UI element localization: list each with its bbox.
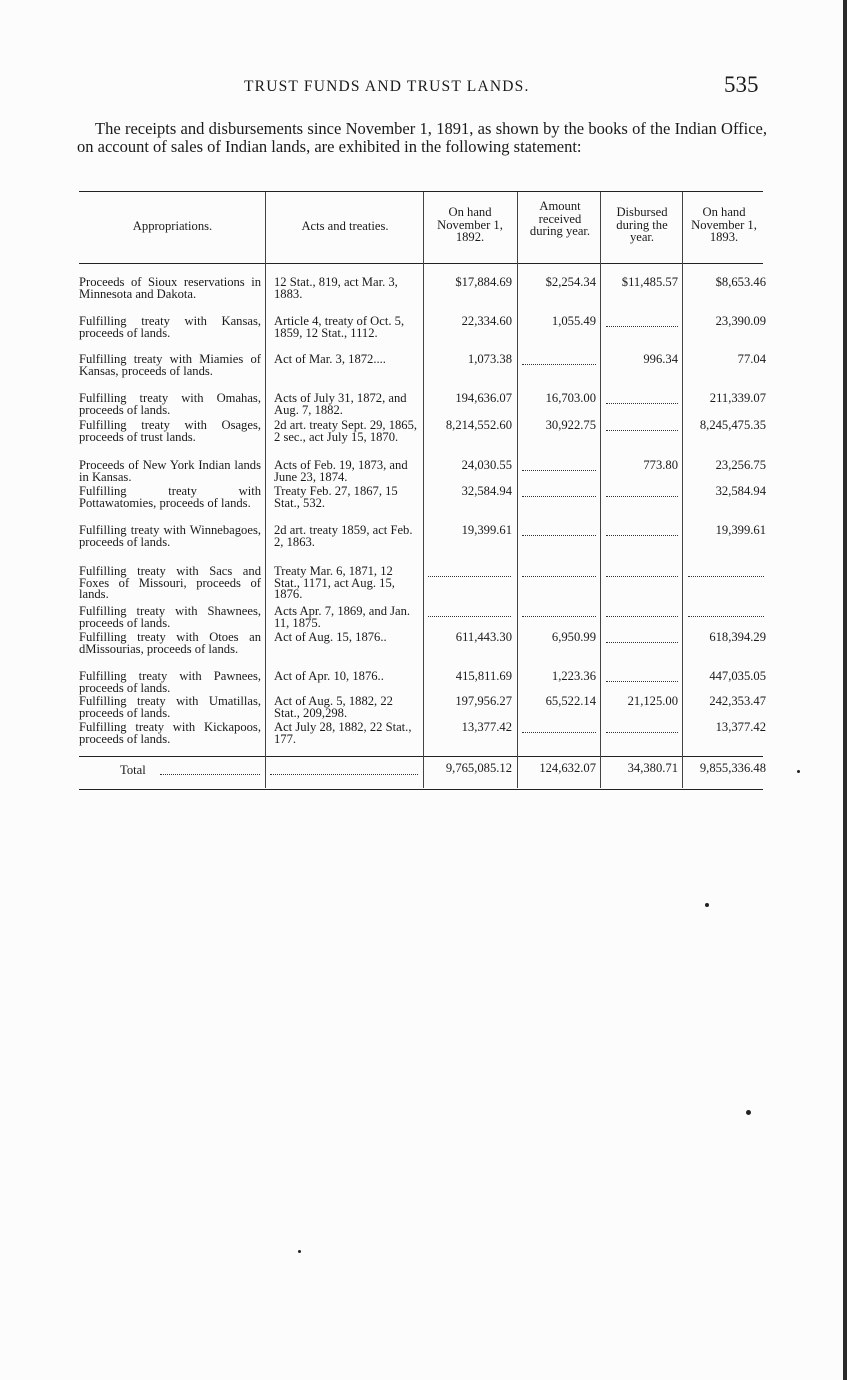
leader-dots — [522, 732, 596, 733]
amount-cell: 1,223.36 — [551, 669, 596, 683]
amount-cell: 77.04 — [737, 352, 766, 366]
table-header-rule — [79, 263, 763, 264]
amount-cell: 211,339.07 — [709, 391, 766, 405]
amount-cell: $2,254.34 — [545, 275, 596, 289]
acts-treaties-cell: Acts of Feb. 19, 1873, and June 23, 1874. — [274, 458, 408, 484]
leader-dots — [606, 576, 678, 577]
leader-dots — [688, 576, 764, 577]
amount-cell: 32,584.94 — [715, 484, 766, 498]
appropriation-cell: Fulfilling treaty with Omahas, proceeds of lands. — [79, 391, 261, 417]
column-divider — [423, 192, 424, 788]
column-header-appropriations: Appropriations. — [132, 219, 213, 233]
amount-cell: 8,245,475.35 — [699, 418, 766, 432]
column-divider — [517, 192, 518, 788]
leader-dots — [522, 470, 596, 471]
page-speck — [746, 1110, 751, 1115]
acts-treaties-cell: 2d art. treaty 1859, act Feb. 2, 1863. — [274, 523, 413, 549]
appropriation-cell: Fulfilling treaty with Pottawatomies, proceeds of lands. — [79, 484, 261, 510]
appropriation-cell: Fulfilling treaty with Kansas, proceeds of lands. — [79, 314, 261, 340]
leader-dots — [606, 496, 678, 497]
acts-treaties-cell: 12 Stat., 819, act Mar. 3, 1883. — [274, 275, 398, 301]
total-label: Total — [120, 763, 146, 777]
column-divider — [265, 192, 266, 788]
amount-cell: 13,377.42 — [461, 720, 512, 734]
leader-dots — [606, 616, 678, 617]
running-title: TRUST FUNDS AND TRUST LANDS. — [244, 78, 530, 95]
column-header-on-hand-1893: On hand November 1, 1893. — [691, 205, 757, 244]
amount-cell: 242,353.47 — [709, 694, 766, 708]
leader-dots — [522, 496, 596, 497]
acts-treaties-cell: Acts Apr. 7, 1869, and Jan. 11, 1875. — [274, 604, 411, 630]
acts-treaties-cell: Act of Aug. 15, 1876.. — [274, 630, 387, 644]
appropriation-cell: Fulfilling treaty with Umatillas, proceeds of lands. — [79, 694, 261, 720]
total-on-hand-1893: 9,855,336.48 — [699, 761, 766, 775]
acts-treaties-cell: 2d art. treaty Sept. 29, 1865, 2 sec., act July 15, 1870. — [274, 418, 418, 444]
amount-cell: 21,125.00 — [627, 694, 678, 708]
amount-cell: 30,922.75 — [545, 418, 596, 432]
column-header-acts: Acts and treaties. — [301, 219, 389, 233]
table-total-rule — [79, 756, 763, 757]
acts-treaties-cell: Acts of July 31, 1872, and Aug. 7, 1882. — [274, 391, 407, 417]
amount-cell: 415,811.69 — [455, 669, 512, 683]
amount-cell: $17,884.69 — [455, 275, 512, 289]
total-received: 124,632.07 — [539, 761, 596, 775]
leader-dots — [270, 774, 418, 775]
appropriation-cell: Fulfilling treaty with Otoes an dMissourias, proceeds of lands. — [79, 630, 261, 656]
amount-cell: $11,485.57 — [621, 275, 678, 289]
leader-dots — [522, 364, 596, 365]
column-divider — [600, 192, 601, 788]
column-header-on-hand-1892: On hand November 1, 1892. — [437, 205, 503, 244]
amount-cell: 16,703.00 — [545, 391, 596, 405]
acts-treaties-cell: Act of Aug. 5, 1882, 22 Stat., 209,298. — [274, 694, 393, 720]
leader-dots — [606, 681, 678, 682]
leader-dots — [606, 403, 678, 404]
leader-dots — [606, 732, 678, 733]
amount-cell: 8,214,552.60 — [445, 418, 512, 432]
leader-dots — [606, 326, 678, 327]
acts-treaties-cell: Act of Mar. 3, 1872.... — [274, 352, 386, 366]
page-speck — [797, 770, 800, 773]
appropriation-cell: Fulfilling treaty with Shawnees, proceeds of lands. — [79, 604, 261, 630]
acts-treaties-cell: Article 4, treaty of Oct. 5, 1859, 12 Stat., 1112. — [274, 314, 405, 340]
amount-cell: 447,035.05 — [709, 669, 766, 683]
amount-cell: 19,399.61 — [461, 523, 512, 537]
appropriation-cell: Fulfilling treaty with Kickapoos, proceeds of lands. — [79, 720, 261, 746]
total-disbursed: 34,380.71 — [627, 761, 678, 775]
amount-cell: 611,443.30 — [455, 630, 512, 644]
amount-cell: 197,956.27 — [455, 694, 512, 708]
column-divider — [682, 192, 683, 788]
amount-cell: 773.80 — [643, 458, 678, 472]
acts-treaties-cell: Treaty Mar. 6, 1871, 12 Stat., 1171, act Aug. 15, 1876. — [274, 564, 395, 601]
page-speck — [705, 903, 709, 907]
appropriation-cell: Proceeds of Sioux reservations in Minnesota and Dakota. — [79, 275, 261, 301]
acts-treaties-cell: Treaty Feb. 27, 1867, 15 Stat., 532. — [274, 484, 398, 510]
appropriation-cell: Fulfilling treaty with Sacs and Foxes of Missouri, proceeds of lands. — [79, 564, 261, 601]
leader-dots — [606, 430, 678, 431]
table-top-rule — [79, 191, 763, 192]
amount-cell: 194,636.07 — [455, 391, 512, 405]
amount-cell: 1,073.38 — [467, 352, 512, 366]
page-edge — [843, 0, 847, 1380]
amount-cell: 1,055.49 — [551, 314, 596, 328]
page-number: 535 — [724, 72, 759, 97]
amount-cell: 19,399.61 — [715, 523, 766, 537]
amount-cell: 32,584.94 — [461, 484, 512, 498]
total-on-hand-1892: 9,765,085.12 — [445, 761, 512, 775]
column-header-amount-received: Amount received during year. — [529, 199, 591, 238]
amount-cell: 22,334.60 — [461, 314, 512, 328]
amount-cell: 6,950.99 — [551, 630, 596, 644]
amount-cell: $8,653.46 — [715, 275, 766, 289]
appropriation-cell: Fulfilling treaty with Miamies of Kansas, proceeds of lands. — [79, 352, 261, 378]
amount-cell: 23,390.09 — [715, 314, 766, 328]
appropriation-cell: Fulfilling treaty with Winnebagoes, proceeds of lands. — [79, 523, 261, 549]
amount-cell: 65,522.14 — [545, 694, 596, 708]
leader-dots — [160, 774, 260, 775]
amount-cell: 13,377.42 — [715, 720, 766, 734]
appropriation-cell: Proceeds of New York Indian lands in Kansas. — [79, 458, 261, 484]
appropriation-cell: Fulfilling treaty with Osages, proceeds of trust lands. — [79, 418, 261, 444]
running-head — [0, 72, 847, 100]
amount-cell: 996.34 — [643, 352, 678, 366]
leader-dots — [522, 576, 596, 577]
acts-treaties-cell: Act July 28, 1882, 22 Stat., 177. — [274, 720, 412, 746]
leader-dots — [688, 616, 764, 617]
table-bottom-rule — [79, 789, 763, 790]
column-header-disbursed: Disbursed during the year. — [616, 205, 668, 244]
intro-paragraph: The receipts and disbursements since November 1, 1891, as shown by the books of the Indian Office, on account of sales of Indian lands, are exhibited in the following statement: — [77, 119, 767, 156]
acts-treaties-cell: Act of Apr. 10, 1876.. — [274, 669, 384, 683]
amount-cell: 24,030.55 — [461, 458, 512, 472]
amount-cell: 618,394.29 — [709, 630, 766, 644]
page-speck — [298, 1250, 301, 1253]
leader-dots — [428, 576, 511, 577]
leader-dots — [522, 616, 596, 617]
leader-dots — [428, 616, 511, 617]
amount-cell: 23,256.75 — [715, 458, 766, 472]
leader-dots — [606, 535, 678, 536]
leader-dots — [522, 535, 596, 536]
appropriation-cell: Fulfilling treaty with Pawnees, proceeds of lands. — [79, 669, 261, 695]
leader-dots — [606, 642, 678, 643]
